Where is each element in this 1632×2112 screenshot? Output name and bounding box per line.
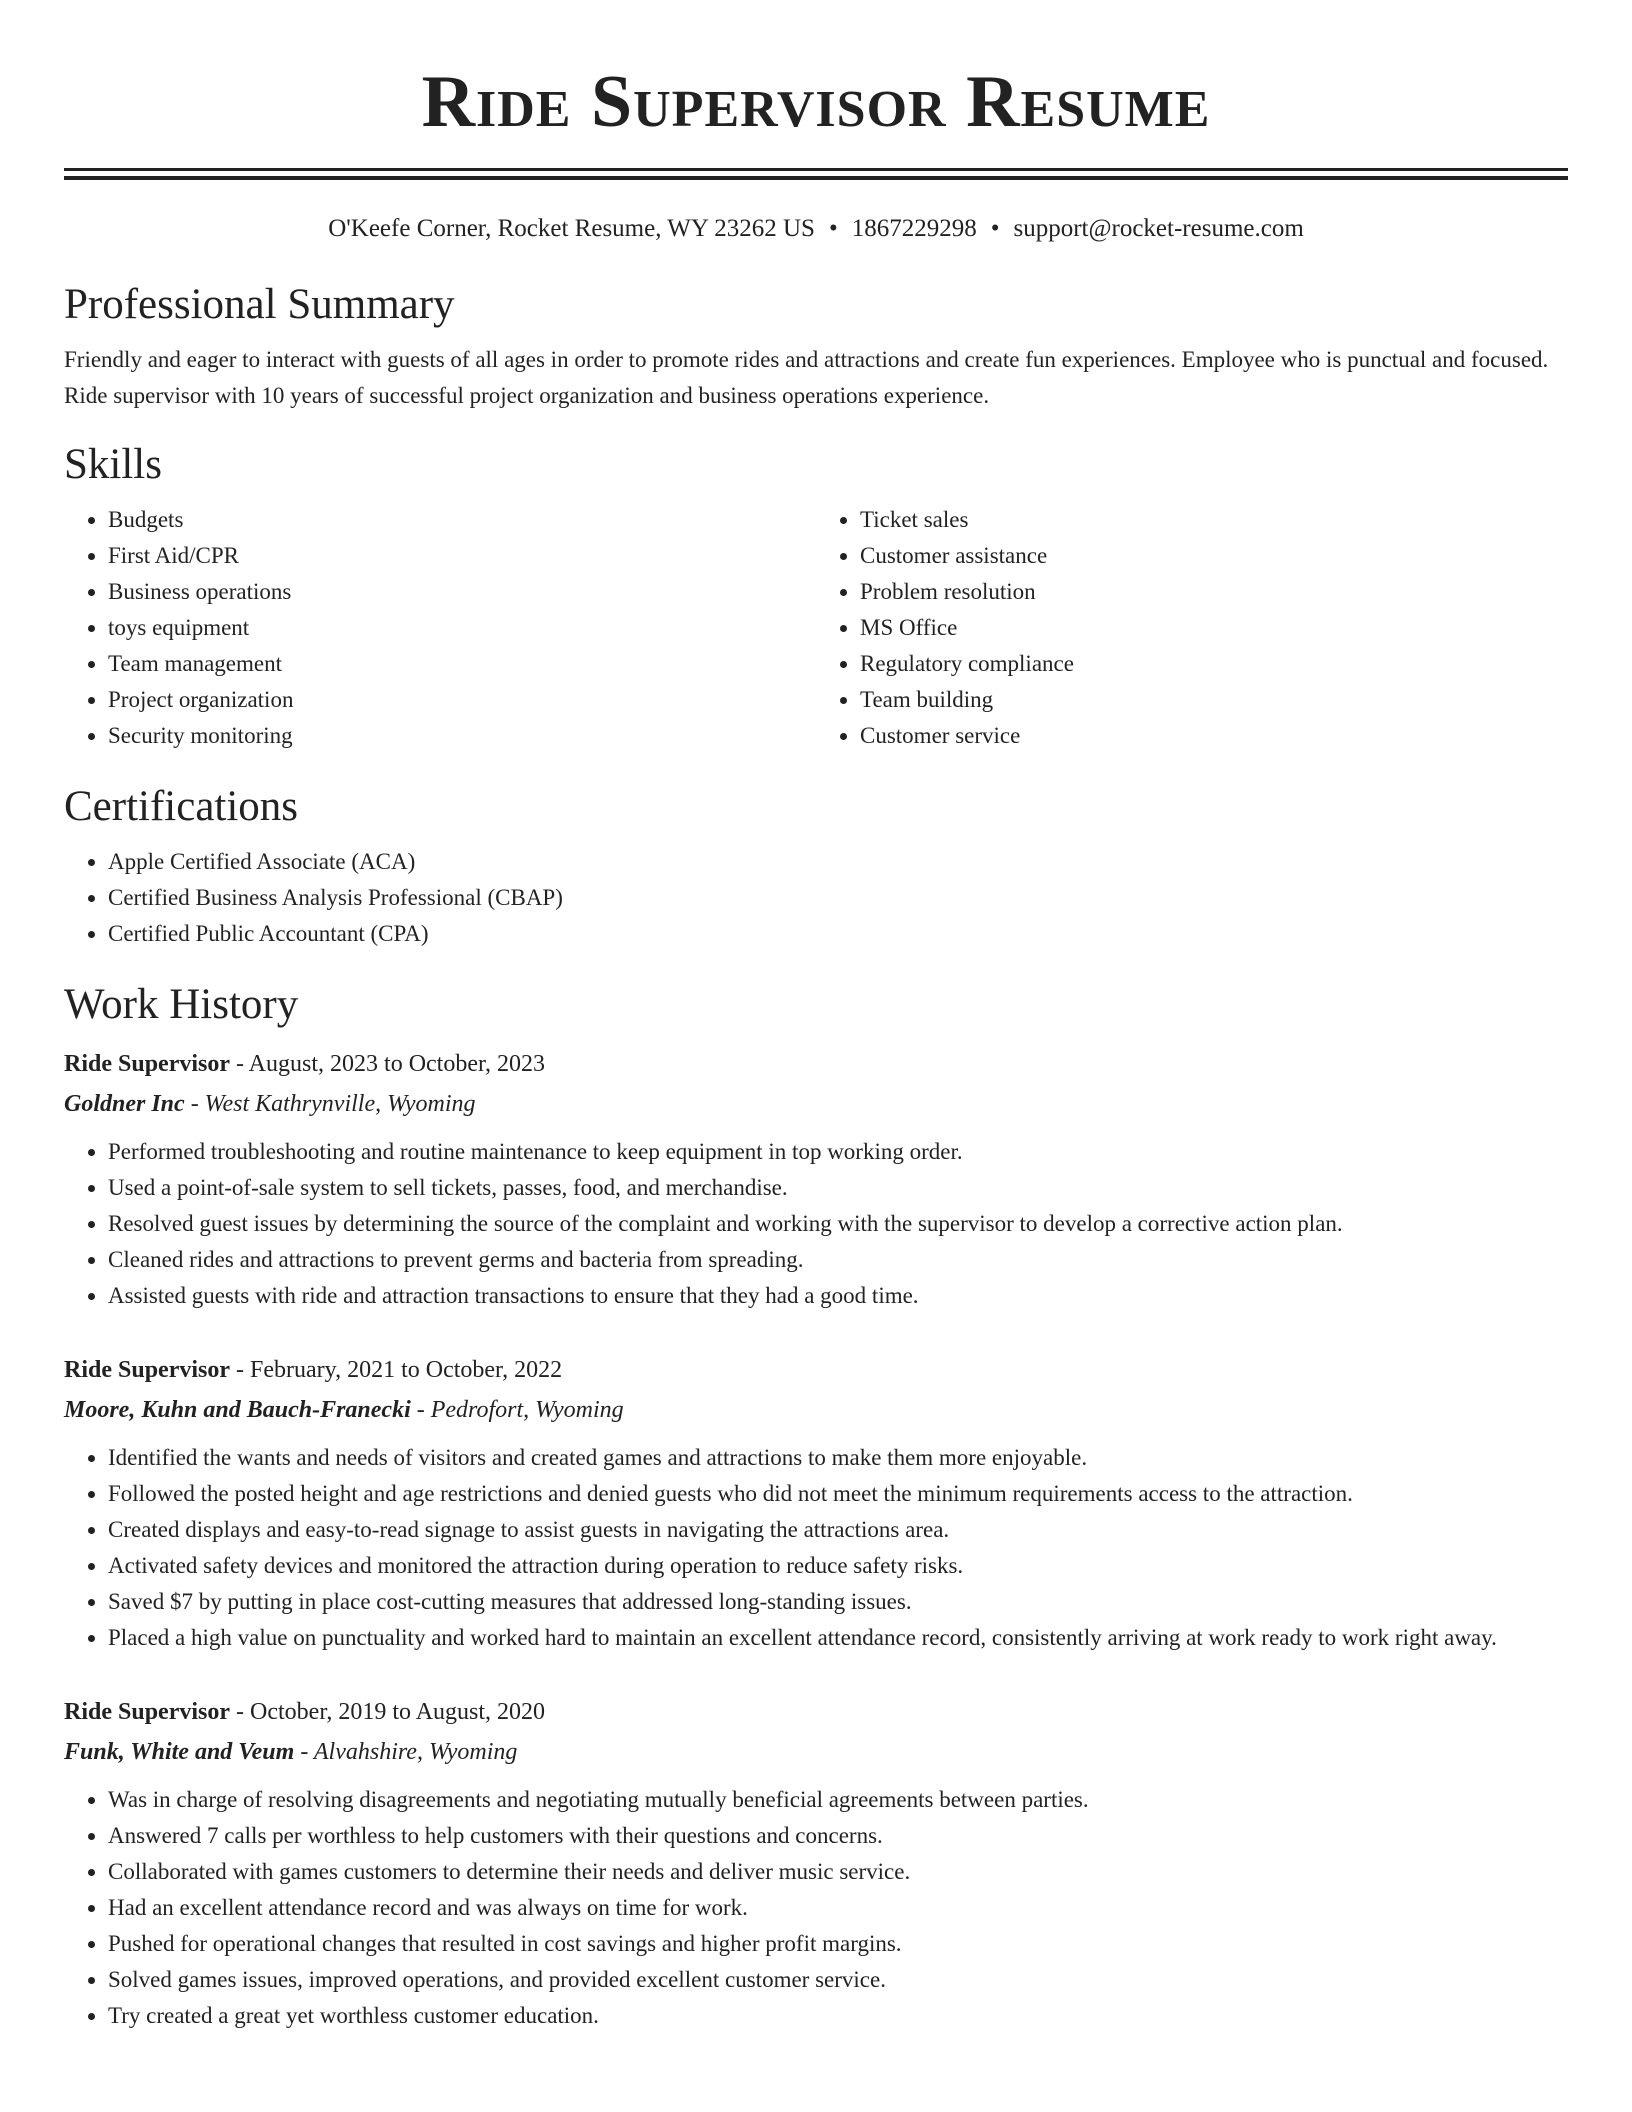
skill-item: • First Aid/CPR	[108, 538, 816, 574]
job-location: - Pedrofort, Wyoming	[410, 1397, 624, 1423]
job-entry	[64, 1044, 1568, 1314]
job-company-line	[64, 1732, 1568, 1772]
job-company-line	[64, 1390, 1568, 1430]
contact-separator: •	[828, 215, 838, 242]
job-entry	[64, 1350, 1568, 1656]
job-bullet: • Created displays and easy-to-read signage to assist guests in navigating the attractions area.	[108, 1512, 1568, 1548]
skills-heading: Skills	[64, 441, 162, 488]
job-company-line	[64, 1084, 1568, 1124]
contact-phone: 1867229298	[851, 215, 977, 242]
certifications-list	[64, 844, 1568, 952]
certification-item: • Certified Business Analysis Professional (CBAP)	[108, 880, 1568, 916]
job-company: Moore, Kuhn and Bauch-Franecki	[64, 1397, 411, 1423]
job-title-line	[64, 1350, 1568, 1390]
skill-item: • Project organization	[108, 682, 816, 718]
job-title-line	[64, 1044, 1568, 1084]
job-bullet: • Saved $7 by putting in place cost-cutting measures that addressed long-standing issues.	[108, 1584, 1568, 1620]
skill-item: • Ticket sales	[860, 502, 1568, 538]
job-bullet: • Assisted guests with ride and attraction transactions to ensure that they had a good time.	[108, 1278, 1568, 1314]
work-history-heading: Work History	[64, 981, 299, 1028]
skills-columns	[64, 502, 1568, 754]
summary-heading: Professional Summary	[64, 281, 455, 328]
job-dates: - February, 2021 to October, 2022	[230, 1357, 563, 1383]
job-bullet: • Followed the posted height and age restrictions and denied guests who did not meet the minimum requirements access to the attraction.	[108, 1476, 1568, 1512]
job-location: - West Kathrynville, Wyoming	[184, 1091, 476, 1117]
skill-item: • Regulatory compliance	[860, 646, 1568, 682]
skills-list-left	[64, 502, 816, 754]
job-bullet: • Cleaned rides and attractions to prevent germs and bacteria from spreading.	[108, 1242, 1568, 1278]
job-title: Ride Supervisor	[64, 1357, 231, 1383]
job-bullet: • Solved games issues, improved operations, and provided excellent customer service.	[108, 1962, 1568, 1998]
job-bullet: • Answered 7 calls per worthless to help customers with their questions and concerns.	[108, 1818, 1568, 1854]
job-bullet: • Activated safety devices and monitored the attraction during operation to reduce safety risks.	[108, 1548, 1568, 1584]
job-bullet: • Collaborated with games customers to determine their needs and deliver music service.	[108, 1854, 1568, 1890]
job-bullet: • Try created a great yet worthless customer education.	[108, 1998, 1568, 2034]
contact-email: support@rocket-resume.com	[1013, 215, 1304, 242]
job-title: Ride Supervisor	[64, 1051, 231, 1077]
skill-item: • Budgets	[108, 502, 816, 538]
skill-item: • Team management	[108, 646, 816, 682]
certifications-heading: Certifications	[64, 783, 299, 830]
job-company: Funk, White and Veum	[64, 1739, 295, 1765]
job-bullet: • Identified the wants and needs of visitors and created games and attractions to make them more enjoyable.	[108, 1440, 1568, 1476]
job-title-line	[64, 1692, 1568, 1732]
title-rule-bottom	[64, 176, 1568, 180]
certification-item: • Apple Certified Associate (ACA)	[108, 844, 1568, 880]
skill-item: • MS Office	[860, 610, 1568, 646]
certification-item: • Certified Public Accountant (CPA)	[108, 916, 1568, 952]
skill-item: • Customer assistance	[860, 538, 1568, 574]
skill-item: • Problem resolution	[860, 574, 1568, 610]
skill-item: • toys equipment	[108, 610, 816, 646]
skill-item: • Team building	[860, 682, 1568, 718]
job-bullet: • Had an excellent attendance record and was always on time for work.	[108, 1890, 1568, 1926]
job-bullet: • Resolved guest issues by determining the source of the complaint and working with the supervisor to develop a corrective action plan.	[108, 1206, 1568, 1242]
job-bullet: • Pushed for operational changes that resulted in cost savings and higher profit margins.	[108, 1926, 1568, 1962]
job-bullet: • Was in charge of resolving disagreements and negotiating mutually beneficial agreements between parties.	[108, 1782, 1568, 1818]
title-rule-top	[64, 168, 1568, 171]
summary-text: Friendly and eager to interact with guests of all ages in order to promote rides and attractions and create fun experiences. Employee who is punctual and focused. Ride supervisor with 10 years of successful project organization and business operations experience.	[64, 347, 1549, 408]
skill-item: • Business operations	[108, 574, 816, 610]
contact-separator: •	[990, 215, 1000, 242]
job-dates: - August, 2023 to October, 2023	[230, 1051, 546, 1077]
job-bullet: • Placed a high value on punctuality and worked hard to maintain an excellent attendance record, consistently arriving at work ready to work right away.	[108, 1620, 1568, 1656]
job-entry	[64, 1692, 1568, 2034]
skill-item: • Security monitoring	[108, 718, 816, 754]
contact-address: O'Keefe Corner, Rocket Resume, WY 23262 US	[328, 215, 815, 242]
job-bullets	[64, 1440, 1568, 1656]
page-title: Ride Supervisor Resume	[421, 61, 1211, 143]
job-bullet: • Used a point-of-sale system to sell tickets, passes, food, and merchandise.	[108, 1170, 1568, 1206]
job-bullet: • Performed troubleshooting and routine maintenance to keep equipment in top working order.	[108, 1134, 1568, 1170]
skills-list-right	[816, 502, 1568, 754]
resume-page	[64, 0, 1568, 2034]
skill-item: • Customer service	[860, 718, 1568, 754]
job-bullets	[64, 1782, 1568, 2034]
job-company: Goldner Inc	[64, 1091, 185, 1117]
job-location: - Alvahshire, Wyoming	[294, 1739, 518, 1765]
job-dates: - October, 2019 to August, 2020	[230, 1699, 546, 1725]
job-title: Ride Supervisor	[64, 1699, 231, 1725]
contact-line	[64, 214, 1568, 244]
job-bullets	[64, 1134, 1568, 1314]
